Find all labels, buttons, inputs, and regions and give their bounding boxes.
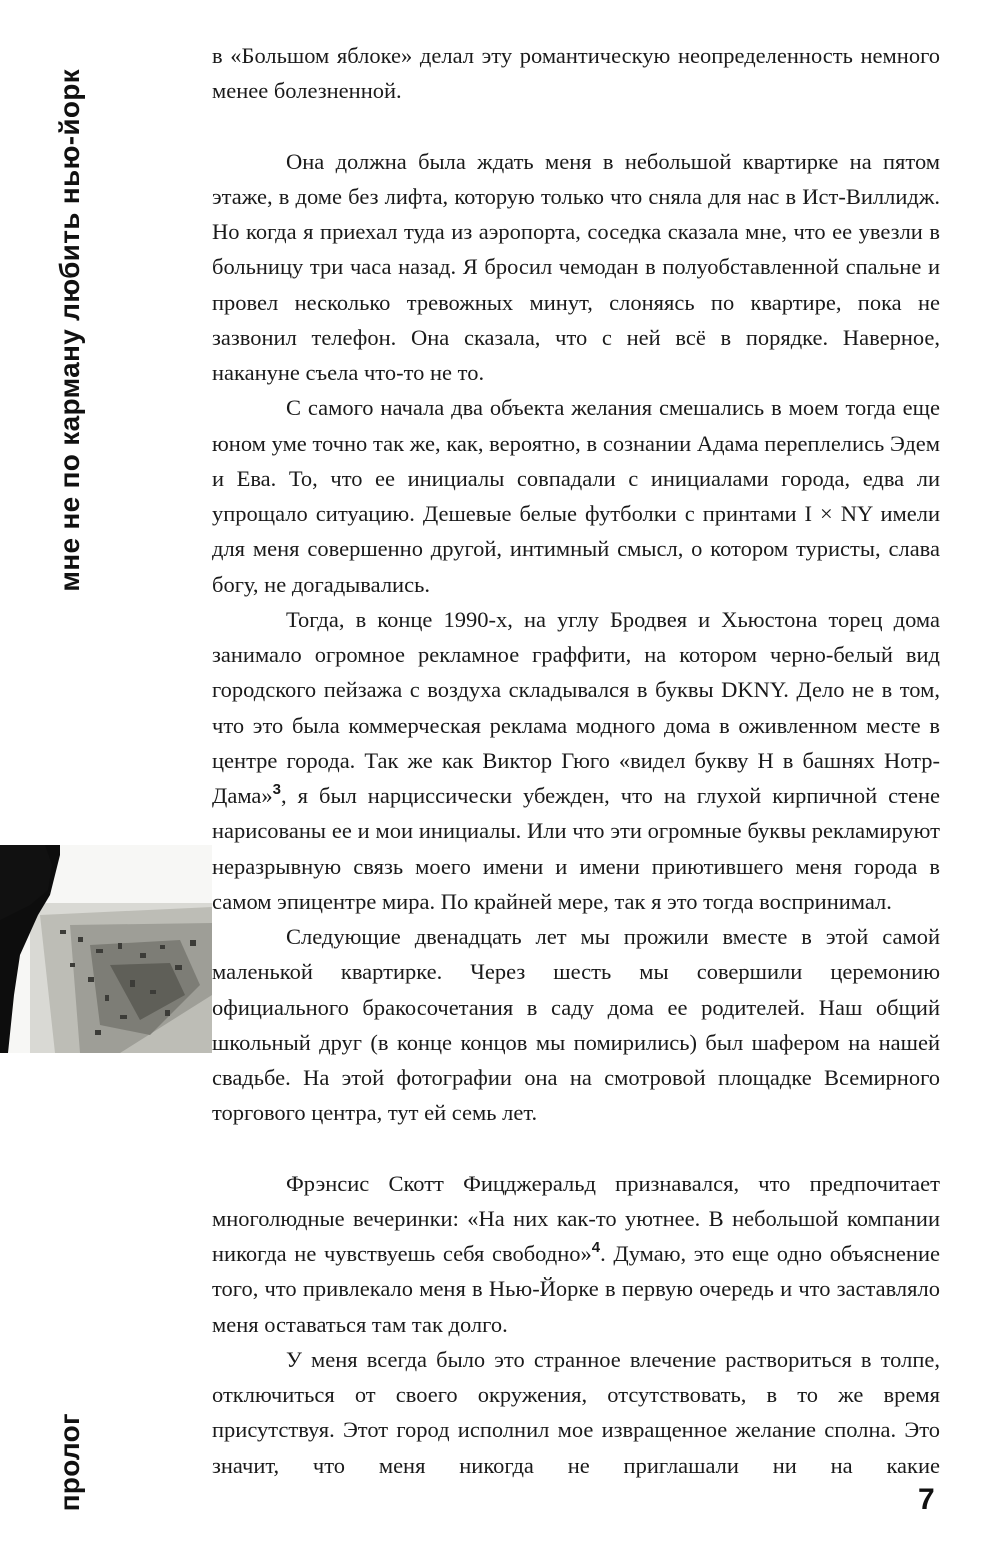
- paragraph: Она должна была ждать меня в небольшой квартирке на пятом этаже, в доме без лифта, которую только что сняла для нас в Ист-Виллидж. Но когда я приехал туда из аэропорта, соседка сказала мне, что ее увезли в больницу три часа назад. Я бросил чемодан в полуобставленной спальне и провел несколько тревожных минут, слоняясь по квартире, пока не зазвонил телефон. Она сказала, что с ней всё в порядке. Наверное, накануне съела что-то не то.: [212, 148, 940, 385]
- section-label: [50, 1400, 90, 1525]
- paragraph: У меня всегда было это странное влечение раствориться в толпе, отключиться от своего окружения, отсутствовать, в то же время присутствуя. Этот город исполнил мое извращенное желание сполна. Это значит, что меня никогда не приглашали ни на какие: [212, 1346, 940, 1478]
- city-aerial-photo: [0, 845, 212, 1053]
- body-text: [212, 38, 940, 1483]
- running-title: [50, 15, 90, 645]
- paragraph: Фрэнсис Скотт Фицджеральд признавался, что предпочитает многолюдные вечеринки: «На них как-то уютнее. В небольшой компании никогда не чувствуешь себя свободно»$^4$. Думаю, это еще одно объяснение того, что привлекало меня в Нью-Йорке в первую очередь и что заставляло меня оставаться там так долго.: [212, 1170, 940, 1337]
- paragraph: Следующие двенадцать лет мы прожили вместе в этой самой маленькой квартирке. Через шесть мы совершили церемонию официального бракосочетания в саду дома ее родителей. Наш общий школьный друг (в конце концов мы помирились) был шафером на нашей свадьбе. На этой фотографии она на смотровой площадке Всемирного торгового центра, тут ей семь лет.: [212, 924, 940, 1126]
- running-title-text: мне не по карману любить нью-йорк: [54, 68, 85, 592]
- footnote-ref[interactable]: 3: [272, 781, 281, 798]
- paragraph: С самого начала два объекта желания смешались в моем тогда еще юном уме точно так же, как, вероятно, в сознании Адама переплелись Эдем и Ева. То, что ее инициалы совпадали с инициалами города, едва ли упрощало ситуацию. Дешевые белые футболки с принтами I × NY имели для меня совершенно другой, интимный смысл, о котором туристы, слава богу, не догадывались.: [212, 395, 940, 597]
- page-number: 7: [918, 1483, 935, 1516]
- section-label-text: пролог: [54, 1413, 85, 1512]
- city-photo-icon: [0, 845, 212, 1053]
- footnote-ref[interactable]: 4: [591, 1239, 601, 1256]
- paragraph: Тогда, в конце 1990-х, на углу Бродвея и Хьюстона торец дома занимало огромное рекламное граффити, на котором черно-белый вид городского пейзажа с воздуха складывался в буквы DKNY. Дело не в том, что это была коммерческая реклама модного дома в оживленном месте в центре города. Так же как Виктор Гюго «видел букву H в башнях Нотр-Дама»$^3$, я был нарциссически убежден, что на глухой кирпичной стене нарисованы ее и мои инициалы. Или что эти огромные буквы рекламируют неразрывную связь моего имени и имени приютившего меня города в самом эпицентре мира. По крайней мере, так я это тогда воспринимал.: [212, 606, 940, 914]
- paragraph: в «Большом яблоке» делал эту романтическую неопределенность немного менее болезненной.: [212, 43, 940, 104]
